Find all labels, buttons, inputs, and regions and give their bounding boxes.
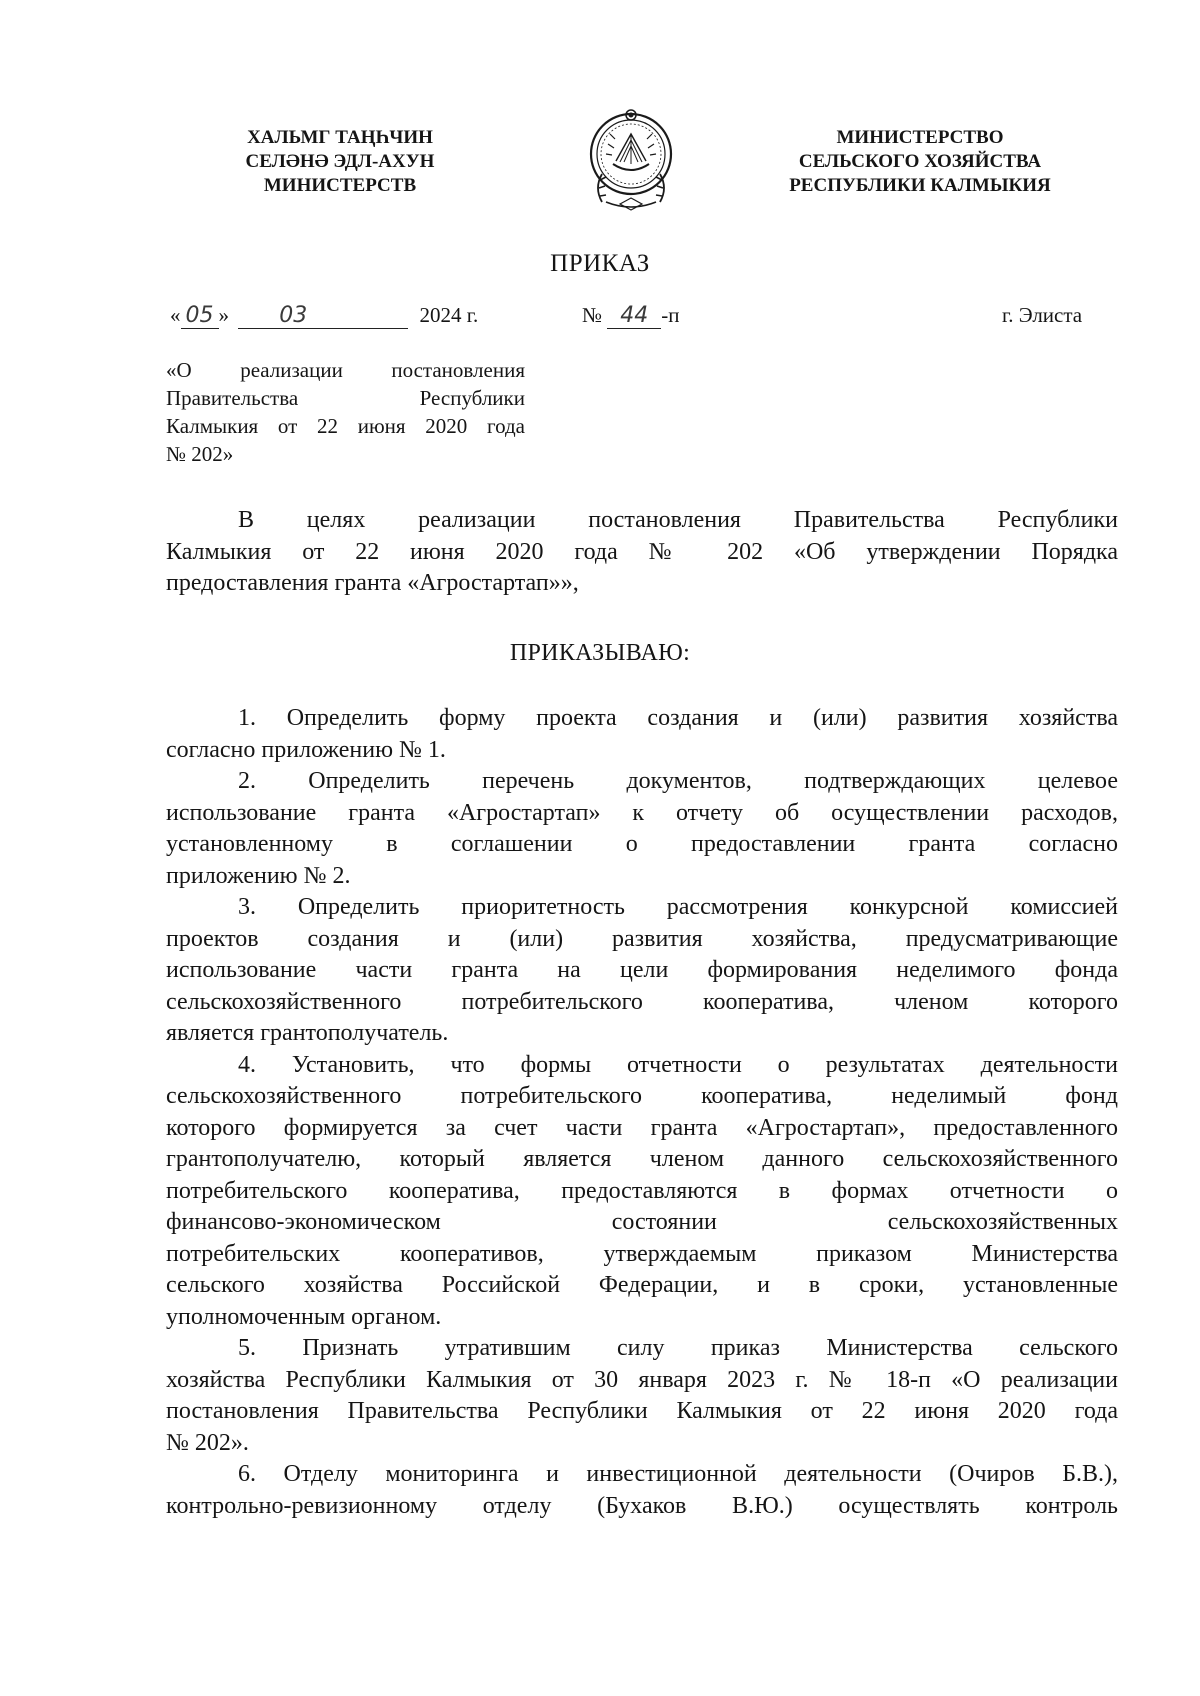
item-line: сельского хозяйства Российской Федерации, и в сроки, установленные [166,1272,1118,1298]
order-date [170,301,478,329]
item-line: уполномоченным органом. [166,1303,442,1330]
item-line: установленному в соглашении о предоставлении гранта согласно [166,831,1118,857]
preamble-line: В целях реализации постановления Правительства Республики [238,507,1118,533]
item-line: сельскохозяйственного потребительского кооператива, неделимый фонд [166,1083,1118,1109]
item-line: приложению № 2. [166,862,351,889]
handwritten-day: 05 [185,303,214,328]
number-sign: № [582,303,603,327]
header-left-line-1: ХАЛЬМГ ТАҢҺЧИН [247,127,433,148]
order-item-3 [166,892,1118,1050]
order-items [166,703,1118,1522]
order-directive-heading: ПРИКАЗЫВАЮ: [509,640,691,666]
item-line: 3. Определить приоритетность рассмотрения конкурсной комиссией [238,894,1118,920]
item-line: грантополучателю, который является членом данного сельскохозяйственного [166,1146,1118,1172]
date-close-quote: » [218,303,229,327]
order-item-4 [166,1050,1118,1334]
document-title: ПРИКАЗ [550,250,650,277]
preamble-line: Калмыкия от 22 июня 2020 года № 202 «Об утверждении Порядка [166,538,1118,565]
order-item-6 [166,1459,1118,1522]
item-line: контрольно-ревизионному отделу (Бухаков В.Ю.) осуществлять контроль [166,1492,1118,1519]
order-item-2 [166,766,1118,892]
order-item-1 [166,703,1118,766]
item-line: хозяйства Республики Калмыкия от 30 января 2023 г. № 18-п «О реализации [166,1366,1118,1393]
item-line: использование гранта «Агростартап» к отчету об осуществлении расходов, [166,799,1118,826]
item-line: 6. Отделу мониторинга и инвестиционной деятельности (Очиров Б.В.), [238,1461,1118,1487]
item-line: которого формируется за счет части гранта «Агростартап», предоставленного [166,1114,1118,1141]
item-line: постановления Правительства Республики Калмыкия от 22 июня 2020 года [166,1398,1118,1424]
item-line: потребительского кооператива, предоставляются в формах отчетности о [166,1177,1118,1204]
item-line: № 202». [166,1429,249,1456]
subject-line: «О реализации постановления [166,358,525,382]
handwritten-number: 44 [620,303,649,328]
order-number [582,301,680,329]
subject-line: Калмыкия от 22 июня 2020 года [166,414,525,438]
item-line: 1. Определить форму проекта создания и (или) развития хозяйства [238,705,1118,731]
header-russian-ministry-name [760,126,1080,198]
item-line: 5. Признать утратившим силу приказ Министерства сельского [238,1335,1118,1361]
preamble-paragraph [166,505,1118,600]
item-line: проектов создания и (или) развития хозяйства, предусматривающие [166,925,1118,952]
item-line: финансово-экономическом состоянии сельскохозяйственных [166,1209,1118,1235]
coat-of-arms-icon [580,104,682,216]
header-left-line-2: СЕЛӘНӘ ЭДЛ-АХУН [245,151,435,172]
date-open-quote: « [170,303,181,327]
item-line: сельскохозяйственного потребительского кооператива, членом которого [166,988,1118,1015]
order-item-5 [166,1333,1118,1459]
header-left-line-3: МИНИСТЕРСТВ [263,175,417,196]
item-line: использование части гранта на цели формирования неделимого фонда [166,957,1118,983]
subject-line: № 202» [166,442,234,466]
header-right-line-2: СЕЛЬСКОГО ХОЗЯЙСТВА [798,151,1042,172]
item-line: потребительских кооперативов, утверждаемым приказом Министерства [166,1240,1118,1267]
header-kalmyk-ministry-name [200,126,480,198]
subject-line: Правительства Республики [166,386,525,410]
date-year: 2024 г. [419,303,479,327]
header-right-line-1: МИНИСТЕРСТВО [836,127,1004,148]
item-line: является грантополучатель. [166,1020,449,1046]
order-city: г. Элиста [1002,303,1083,327]
item-line: 2. Определить перечень документов, подтверждающих целевое [238,768,1118,794]
preamble-line: предоставления гранта «Агростартап»», [166,570,579,596]
handwritten-month: 03 [279,303,308,328]
number-suffix: -п [661,303,680,327]
item-line: согласно приложению № 1. [166,736,446,763]
item-line: 4. Установить, что формы отчетности о результатах деятельности [238,1051,1118,1078]
header-right-line-3: РЕСПУБЛИКИ КАЛМЫКИЯ [789,175,1051,196]
order-subject [166,356,525,468]
